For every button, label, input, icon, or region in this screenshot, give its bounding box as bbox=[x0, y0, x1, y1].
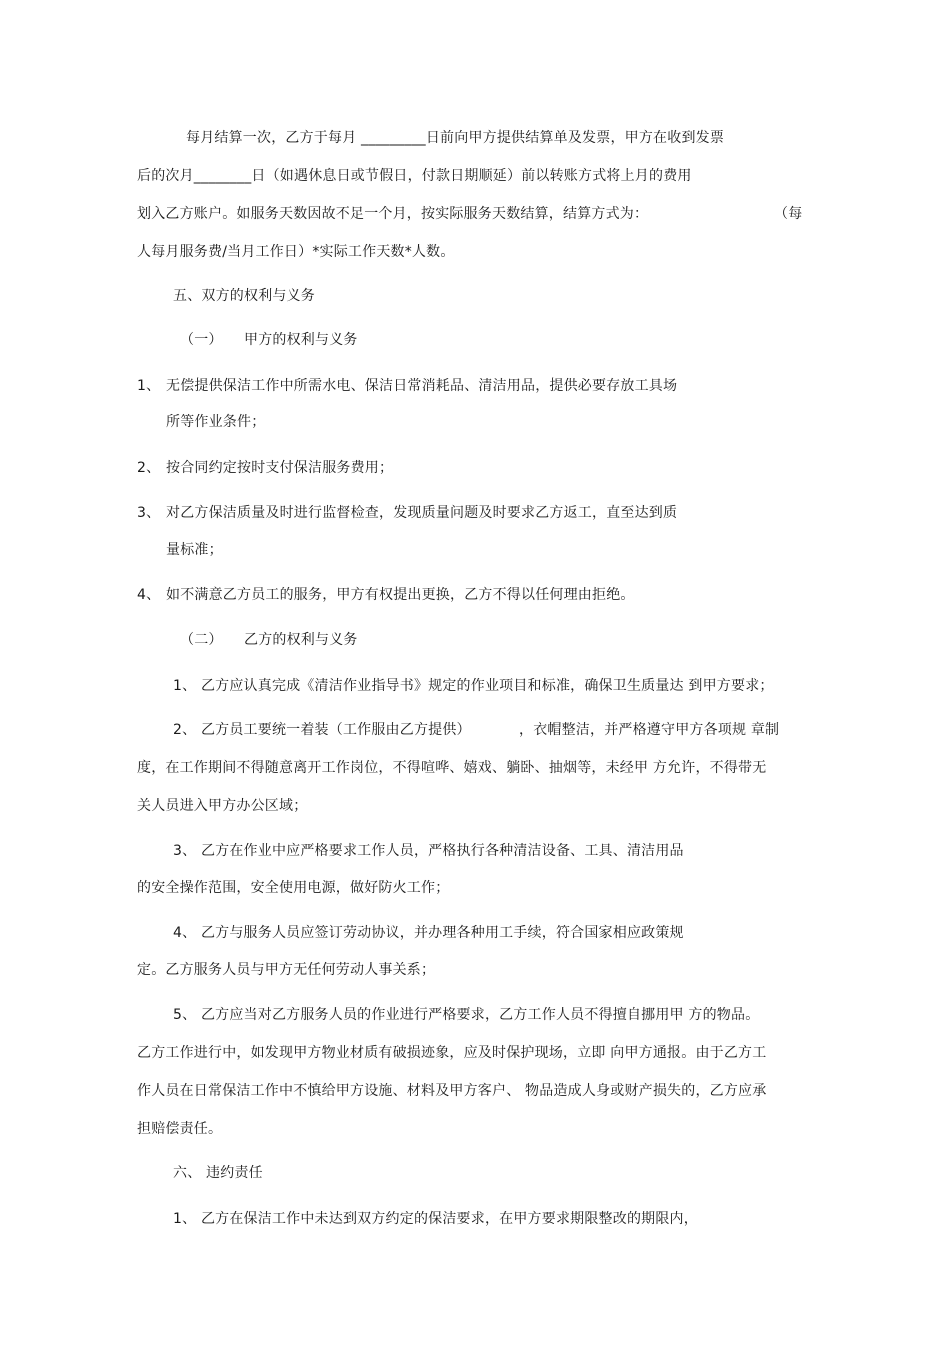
list-item-number: 3、 bbox=[137, 505, 161, 521]
paragraph-line: 每月结算一次，乙方于每月 _________日前向甲方提供结算单及发票，甲方在收到发票 bbox=[186, 130, 725, 146]
list-item-continuation: 所等作业条件； bbox=[166, 414, 266, 430]
subsection-heading: 甲方的权利与义务 bbox=[244, 332, 358, 348]
list-item: 5、 乙方应当对乙方服务人员的作业进行严格要求，乙方工作人员不得擅自挪用甲 方的物品。 bbox=[173, 1007, 760, 1023]
subsection-number: （二） bbox=[180, 632, 223, 648]
list-item: 4、 乙方与服务人员应签订劳动协议，并办理各种用工手续，符合国家相应政策规 bbox=[173, 925, 684, 941]
list-item: 2、 乙方员工要统一着装（工作服由乙方提供） bbox=[173, 722, 471, 738]
section-heading: 六、 违约责任 bbox=[173, 1165, 263, 1181]
section-heading: 五、双方的权利与义务 bbox=[173, 288, 315, 304]
list-item-continuation: 担赔偿责任。 bbox=[137, 1121, 223, 1137]
list-item-number: 4、 bbox=[137, 587, 161, 603]
list-item-continuation: 定。乙方服务人员与甲方无任何劳动人事关系； bbox=[137, 962, 436, 978]
paragraph-line: 后的次月________日（如遇休息日或节假日，付款日期顺延）前以转账方式将上月的费用 bbox=[137, 168, 692, 184]
list-item: 按合同约定按时支付保洁服务费用； bbox=[166, 460, 394, 476]
list-item-number: 1、 bbox=[137, 378, 161, 394]
paragraph-line: 人每月服务费/当月工作日）*实际工作天数*人数。 bbox=[137, 244, 455, 260]
paragraph-line: 划入乙方账户。如服务天数因故不足一个月，按实际服务天数结算，结算方式为： bbox=[137, 206, 649, 222]
list-item-continuation: 的安全操作范围，安全使用电源，做好防火工作； bbox=[137, 880, 450, 896]
list-item-continuation: 关人员进入甲方办公区域； bbox=[137, 798, 308, 814]
list-item: 对乙方保洁质量及时进行监督检查，发现质量问题及时要求乙方返工，直至达到质 bbox=[166, 505, 678, 521]
paragraph-line: （每 bbox=[774, 206, 803, 222]
list-item: 3、 乙方在作业中应严格要求工作人员，严格执行各种清洁设备、工具、清洁用品 bbox=[173, 843, 684, 859]
list-item-continuation: 度，在工作期间不得随意离开工作岗位，不得喧哗、嬉戏、躺卧、抽烟等，未经甲 方允许，不得带无 bbox=[137, 760, 767, 776]
list-item-continuation: 作人员在日常保洁工作中不慎给甲方设施、材料及甲方客户、 物品造成人身或财产损失的，乙方应承 bbox=[137, 1083, 767, 1099]
list-item: ，衣帽整洁，并严格遵守甲方各项规 章制 bbox=[519, 722, 780, 738]
subsection-heading: 乙方的权利与义务 bbox=[244, 632, 358, 648]
list-item: 1、 乙方在保洁工作中未达到双方约定的保洁要求，在甲方要求期限整改的期限内， bbox=[173, 1211, 698, 1227]
list-item-continuation: 量标准； bbox=[166, 542, 223, 558]
list-item: 无偿提供保洁工作中所需水电、保洁日常消耗品、清洁用品，提供必要存放工具场 bbox=[166, 378, 678, 394]
list-item-continuation: 乙方工作进行中，如发现甲方物业材质有破损迹象，应及时保护现场，立即 向甲方通报。由于乙方工 bbox=[137, 1045, 767, 1061]
list-item: 如不满意乙方员工的服务，甲方有权提出更换，乙方不得以任何理由拒绝。 bbox=[166, 587, 635, 603]
list-item-number: 2、 bbox=[137, 460, 161, 476]
list-item: 1、 乙方应认真完成《清洁作业指导书》规定的作业项目和标准，确保卫生质量达 到甲方要求； bbox=[173, 678, 774, 694]
subsection-number: （一） bbox=[180, 332, 223, 348]
